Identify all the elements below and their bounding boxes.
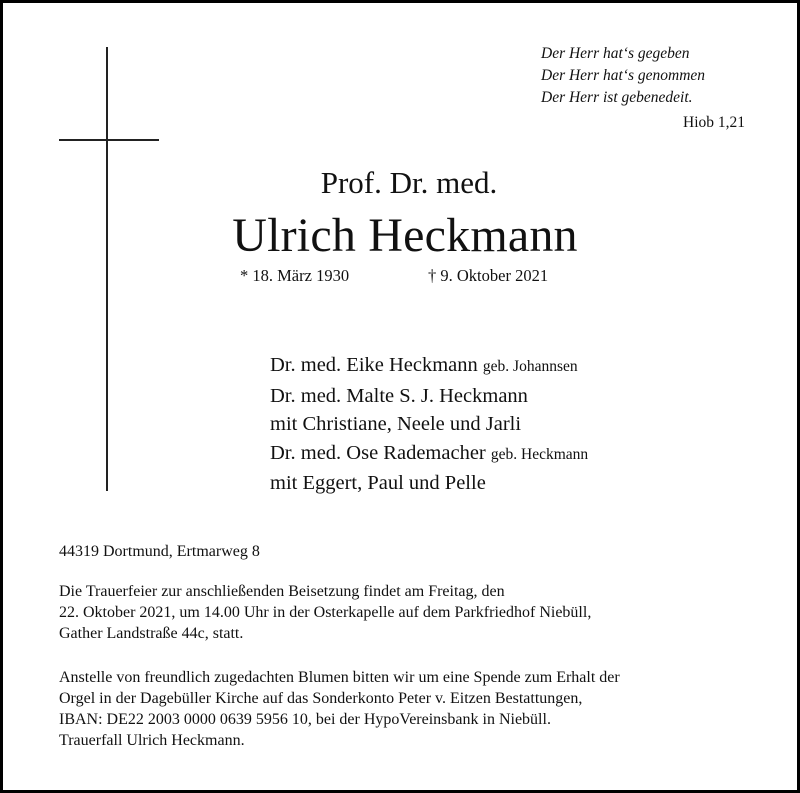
- verse-line: Der Herr hat‘s genommen: [541, 67, 706, 84]
- family-address: 44319 Dortmund, Ertmarweg 8: [59, 543, 260, 560]
- cross-horizontal-bar: [59, 139, 159, 141]
- ceremony-line: 22. Oktober 2021, um 14.00 Uhr in der Osterkapelle auf dem Parkfriedhof Niebüll,: [59, 604, 592, 621]
- mourner-name: mit Christiane, Neele und Jarli: [270, 413, 522, 435]
- verse-line: Der Herr hat‘s gegeben: [541, 45, 690, 62]
- bible-verse: [541, 43, 705, 109]
- mourner-line: [270, 382, 588, 411]
- mourner-name: Dr. med. Malte S. J. Heckmann: [270, 384, 528, 407]
- donation-line: Trauerfall Ulrich Heckmann.: [59, 732, 245, 749]
- ceremony-line: Die Trauerfeier zur anschließenden Beisetzung findet am Freitag, den: [59, 583, 505, 600]
- verse-line: Der Herr ist gebenedeit.: [541, 89, 693, 106]
- death-date: † 9. Oktober 2021: [428, 266, 549, 285]
- donation-line: Orgel in der Dagebüller Kirche auf das Sonderkonto Peter v. Eitzen Bestattungen,: [59, 690, 583, 707]
- donation-line: IBAN: DE22 2003 0000 0639 5956 10, bei der HypoVereinsbank in Niebüll.: [59, 711, 551, 728]
- mourner-line: [270, 410, 588, 439]
- mourners-list: [270, 351, 588, 498]
- mourner-name: Dr. med. Eike Heckmann: [270, 354, 478, 376]
- cross-vertical-bar: [106, 47, 108, 491]
- donation-paragraph: [59, 667, 620, 751]
- maiden-name-note: geb. Heckmann: [490, 445, 589, 463]
- mourner-line: [270, 439, 588, 470]
- mourner-name: mit Eggert, Paul und Pelle: [270, 472, 486, 494]
- donation-line: Anstelle von freundlich zugedachten Blumen bitten wir um eine Spende zum Erhalt der: [59, 669, 620, 686]
- mourner-name: Dr. med. Ose Rademacher: [270, 441, 486, 464]
- deceased-name: Ulrich Heckmann: [232, 209, 578, 262]
- verse-reference: Hiob 1,21: [683, 114, 745, 131]
- mourner-line: [270, 351, 588, 382]
- ceremony-line: Gather Landstraße 44c, statt.: [59, 625, 244, 642]
- mourner-line: [270, 469, 588, 498]
- ceremony-paragraph: [59, 581, 591, 644]
- maiden-name-note: geb. Johannsen: [482, 358, 578, 375]
- birth-date: * 18. März 1930: [240, 266, 350, 285]
- deceased-title: Prof. Dr. med.: [320, 165, 498, 200]
